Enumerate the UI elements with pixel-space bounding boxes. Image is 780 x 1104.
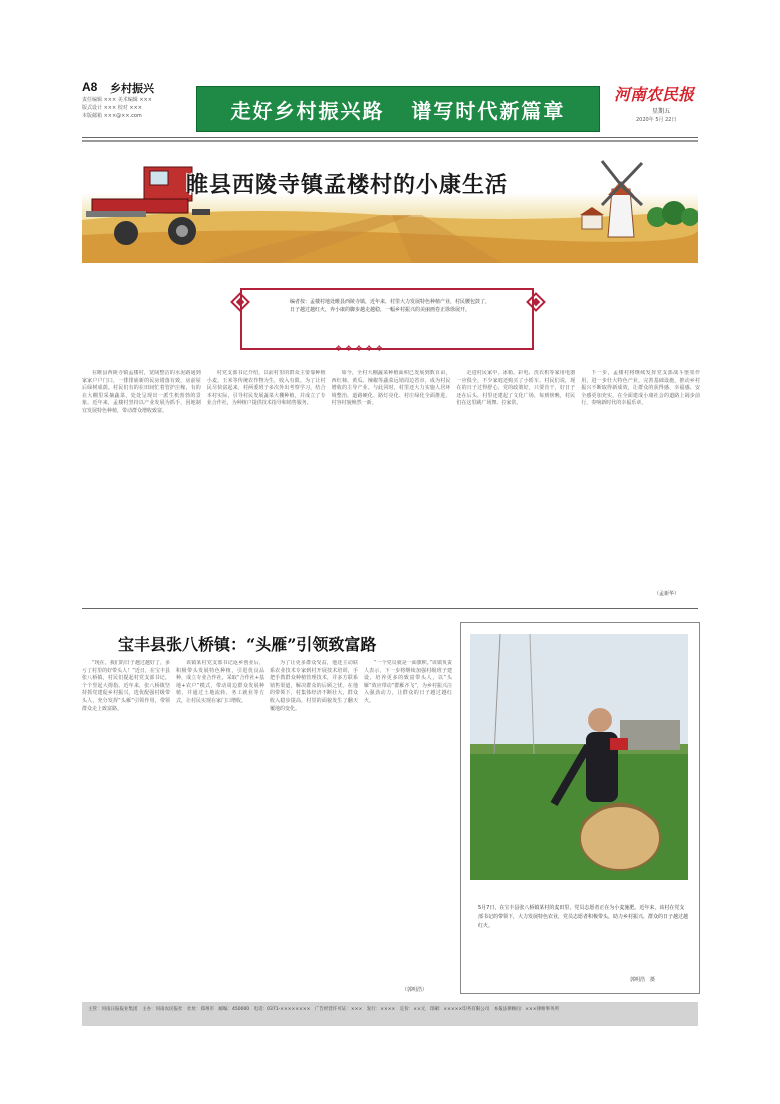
intro-box	[240, 288, 534, 348]
hero-title: 睢县西陵寺镇孟楼村的小康生活	[186, 172, 509, 198]
issue-weekday: 星期五	[652, 108, 671, 115]
ornament-row: ❖❖❖❖❖	[335, 344, 386, 353]
farmer-photo-illustration	[470, 634, 688, 880]
article-1-body	[82, 370, 700, 598]
issue-date: 2020年 5月 22日	[636, 117, 677, 123]
article-column: 在睢县西陵寺镇孟楼村，宽阔整洁的水泥路通到家家户户门口，一排排崭新的民房错落有致，房前屋后绿树成荫。村民们有的在田间忙着管护庄稼，有的在大棚里采摘蔬菜，处处呈现出一派生机勃勃的景象。近年来，孟楼村坚持以产业发展为抓手，因地制宜发展特色种植，带动群众增收致富。	[82, 370, 201, 414]
article-column: 该镇某村党支部书记返乡创业后，积极带头发展特色种植，引进优良品种，成立专业合作社，采取“合作社+基地+农户”模式，带动周边群众发展种植，并通过土地流转、务工就业等方式，让村民实现在家门口增收。	[176, 660, 264, 704]
article-column: 如今，全村大棚蔬菜种植面积已发展到数百亩，西红柿、黄瓜、辣椒等蔬菜远销周边省市，成为村民增收的主导产业。与此同时，村里还大力实施人居环境整治，道路硬化、路灯亮化、村庄绿化全面推进，村容村貌焕然一新。	[331, 370, 451, 407]
chinese-knot-icon	[524, 290, 548, 314]
slogan-banner	[196, 86, 600, 132]
newspaper-masthead: 河南农民报	[614, 85, 695, 104]
editor-line: 版式设计 ××× 校对 ×××	[82, 105, 142, 111]
article-column: 下一步，孟楼村将继续发挥党支部战斗堡垒作用，进一步壮大特色产业，完善基础设施，推动乡村振兴不断取得新成效，让群众的获得感、幸福感、安全感更加充实，在全面建成小康社会的道路上阔步前行，奏响新时代的幸福乐章。	[581, 370, 700, 407]
article-column: “现在，我们的日子越过越好了，多亏了村里的好带头人！”近日，在宝丰县张八桥镇，村民们提起村党支部书记，个个竖起大拇指。近年来，张八桥镇坚持抓党建促乡村振兴，选优配强村级带头人，充分发挥“头雁”引领作用，带领群众走上致富路。	[82, 660, 170, 712]
article-divider	[82, 608, 698, 609]
banner-text: 走好乡村振兴路 谱写时代新篇章	[230, 98, 566, 123]
page-number: A8	[82, 80, 98, 94]
header-divider	[82, 137, 698, 138]
photo-credit: 郭明浩 摄	[630, 977, 656, 983]
article-column: 走进村民家中，冰箱、彩电、洗衣机等家用电器一应俱全，不少家庭还购买了小轿车。村民们说，现在的日子过得舒心，党的政策好，只要肯干，好日子还在后头。村里还建起了文化广场，每到傍晚，村民们在这里跳广场舞、拉家常。	[456, 370, 576, 407]
footer-text: 主管：河南日报报业集团 主办：河南农民报社 社址：郑州市 邮编：450000 电话：0371-×××××××× 广告经营许可证：××× 发行：×××× 定价：××元 印刷：×××××印务有限公司 本报法律顾问：×××律师事务所	[88, 1007, 560, 1012]
article-column: 为了让更多群众受益，他还主动联系农业技术专家到村开展技术培训，手把手教群众种植管理技术，并多方联系销售渠道，解决群众的后顾之忧。在他的带领下，村集体经济不断壮大，群众收入稳步提高，村里的面貌发生了翻天覆地的变化。	[270, 660, 358, 712]
photo-caption: 5月7日，在宝丰县张八桥镇某村的麦田里，党员志愿者正在为小麦施肥。近年来，该村在党支部书记的带领下，大力发展特色农业，党员志愿者积极带头，助力乡村振兴，群众的日子越过越红火。	[478, 905, 689, 929]
article-2-byline: （郭明浩）	[402, 987, 428, 993]
section-title: 乡村振兴	[110, 82, 154, 95]
editor-line: 本版邮箱 ×××@××.com	[82, 113, 142, 119]
editor-credits	[82, 96, 192, 120]
article-column: 村党支部书记介绍，以前村里的群众主要靠种植小麦、玉米等传统农作物为生，收入有限。为了让村民尽快富起来，村两委班子多次外出考察学习，结合本村实际，引导村民发展蔬菜大棚种植，并成立了专业合作社，为种植户提供技术指导和销售服务。	[206, 370, 326, 407]
article-2-headline: 宝丰县张八桥镇：“头雁”引领致富路	[118, 635, 377, 654]
article-1-byline: （孟新华）	[654, 591, 680, 597]
chinese-knot-icon	[228, 290, 252, 314]
article-column: “一个党员就是一面旗帜。”该镇负责人表示，下一步将继续加强村级班子建设，培养更多的致富带头人，以“头雁”效应带动“群雁齐飞”，为乡村振兴注入强劲动力，让群众的日子越过越红火。	[364, 660, 452, 704]
editor-line: 责任编辑 ××× 美术编辑 ×××	[82, 97, 152, 103]
article-2-body	[82, 660, 452, 996]
header-divider-thick	[82, 140, 698, 142]
news-photo	[470, 634, 688, 880]
intro-text: 编者按：孟楼村地处睢县西陵寺镇，近年来，村里大力发展特色种植产业，村民腰包鼓了，日子越过越红火，奔小康的脚步越走越稳，一幅乡村振兴的美丽画卷正徐徐展开。	[290, 299, 491, 313]
intro-border-bottom	[240, 348, 534, 350]
